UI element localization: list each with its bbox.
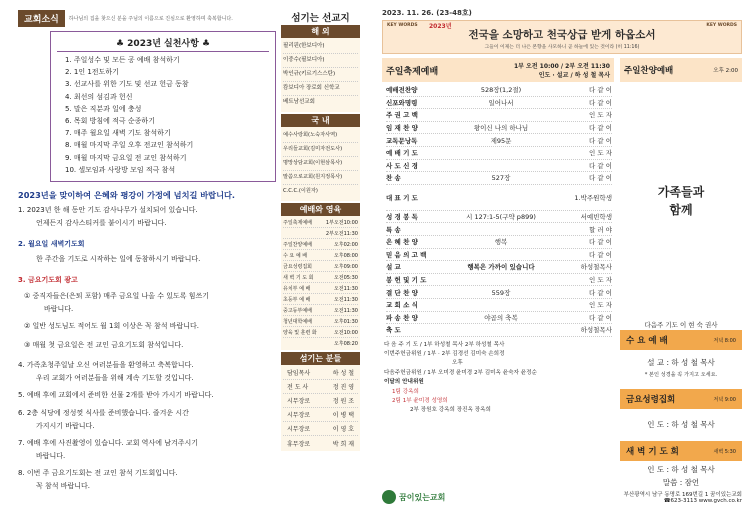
news-item: ② 일반 성도님도 적어도 월 1회 이상은 꼭 참석 바랍니다.: [24, 321, 199, 330]
schedule-time: 오전11:30: [333, 285, 358, 292]
news-item: 4. 가족초청주일날 오신 여러분들을 환영하고 축복합니다.: [18, 360, 194, 369]
order-row: [386, 236, 612, 249]
order-leader: 인 도 자: [589, 111, 612, 120]
order-part: 은 혜 찬 양: [386, 238, 418, 247]
overseas-label: 해 외: [281, 25, 360, 38]
mission-title: 섬기는 선교지: [291, 13, 350, 24]
order-row: [386, 261, 612, 274]
servers-list: [281, 365, 360, 451]
worship-schedule: [281, 216, 360, 350]
schedule-row: [283, 338, 358, 349]
bulletin-date: 2023. 11. 26. (23-48호): [382, 9, 472, 17]
schedule-row: [283, 283, 358, 294]
mission-item: 이중수(필보디아): [283, 54, 358, 68]
order-part: 설 교: [386, 263, 401, 272]
order-part: 결 단 찬 양: [386, 288, 418, 297]
server-name: 박 희 재: [332, 440, 354, 448]
order-content: 527장: [491, 174, 511, 183]
mission-item: 캄보디아 장로회 신학교: [283, 82, 358, 96]
news-sub: 언제든지 감사스티커를 붙이시기 바랍니다.: [36, 218, 167, 227]
order-leader: 하성철목사: [580, 263, 612, 272]
wed-leader: 설 교 : 하 성 철 목사: [647, 358, 715, 367]
order-part: 찬 송: [386, 174, 401, 183]
order-leader: 다 같 이: [589, 313, 612, 322]
order-part: 사 도 신 경: [386, 161, 418, 170]
mission-item: 박인규(키르기스스탄): [283, 68, 358, 82]
praise-label: 주일찬양예배: [624, 66, 674, 76]
schedule-name: 수 요 예 배: [283, 252, 308, 259]
main-service-leader: 인도 · 설교 / 하 성 철 목사: [538, 72, 610, 79]
server-role: 시무장로: [287, 398, 311, 405]
theme-text: 전국을 소망하고 천국상급 받게 하옵소서: [468, 29, 656, 41]
schedule-time: 오전11:30: [333, 307, 358, 314]
schedule-time: 오전05:30: [333, 274, 358, 281]
order-leader: 인 도 자: [589, 149, 612, 158]
note-line: 이번주헌금위원 / 1부 · 2부 김경선 김미숙 손희정: [384, 351, 505, 358]
order-row: [386, 249, 612, 262]
news-item: 3. 금요기도회 광고: [18, 275, 78, 284]
practice-item: 6. 목회 방침에 적극 순종하기: [65, 116, 155, 125]
schedule-name: 유치부 예 배: [283, 285, 311, 292]
schedule-name: 청년대학예배: [283, 318, 312, 325]
schedule-time: 오후01:30: [333, 318, 358, 325]
domestic-label: 국 내: [281, 114, 360, 127]
news-item: ① 중직자들은(은퇴 포함) 매주 금요일 나올 수 있도록 힘쓰기: [24, 291, 210, 300]
server-role: 시무장로: [287, 412, 311, 419]
schedule-time: 오후09:00: [333, 263, 358, 270]
schedule-name: 초등부 예 배: [283, 296, 311, 303]
order-row: [386, 134, 612, 147]
order-leader: 할 러 야: [589, 225, 612, 234]
practice-item: 8. 매월 마지막 주일 오후 전교인 참석하기: [65, 141, 194, 150]
schedule-time: 오전10:00: [333, 329, 358, 336]
schedule-name: 양육 및 훈련 화: [283, 329, 317, 336]
theme-year: 2023년: [429, 23, 452, 30]
order-leader: 다 같 이: [589, 250, 612, 259]
practice-item: 2. 1인 1전도하기: [65, 68, 119, 77]
server-role: 시무장로: [287, 426, 311, 433]
news-sub: 가지시기 바랍니다.: [36, 421, 95, 430]
mission-item: 필리핀(한보디아): [283, 40, 358, 54]
next-prayer: 다음주 기도 이 현 숙 권사: [644, 321, 718, 329]
schedule-name: 중고등부예배: [283, 307, 312, 314]
servers-label: 섬기는 분들: [281, 352, 360, 365]
order-part: 성 경 봉 독: [386, 213, 418, 222]
server-role: 전 도 사: [287, 384, 309, 391]
server-row: [283, 380, 358, 394]
fri-label: 금요성령집회: [626, 395, 676, 405]
order-part: 신포와명령: [386, 98, 418, 107]
order-part: 주 권 고 백: [386, 111, 418, 120]
schedule-row: [283, 217, 358, 228]
order-row: [386, 286, 612, 299]
order-row: [386, 274, 612, 287]
order-content: 시 127:1-5(구약 p899): [466, 213, 536, 222]
news-item: 2. 월요일 새벽기도회: [18, 239, 85, 248]
schedule-time: 오후08:00: [333, 252, 358, 259]
server-row: [283, 408, 358, 422]
order-row: [386, 312, 612, 325]
mission-item: 예수사랑회(노숙자사역): [283, 129, 358, 143]
schedule-row: [283, 272, 358, 283]
order-row: [386, 324, 612, 337]
wed-time: 저녁 8:00: [713, 337, 736, 344]
schedule-name: 금요성령집회: [283, 263, 312, 270]
note-line: 오후: [452, 360, 463, 367]
order-leader: 다 같 이: [589, 161, 612, 170]
family-block: [620, 82, 742, 320]
order-leader: 다 같 이: [589, 124, 612, 133]
order-row: [386, 223, 612, 236]
schedule-row: [283, 327, 358, 338]
news-item: ③ 매월 첫 금요일은 전 교인 금요기도회 참석입니다.: [24, 340, 184, 349]
schedule-row: [283, 261, 358, 272]
server-row: [283, 394, 358, 408]
server-role: 담임목사: [287, 370, 311, 377]
practice-item: 7. 매주 월요일 새벽 기도 참석하기: [65, 129, 171, 138]
note-line: 다 음 주 기 도 / 1부 하성철 목사 2부 하성철 목사: [384, 341, 505, 348]
church-address: 부산광역시 남구 동명로 169번길 1 꿈이있는교회: [623, 492, 742, 498]
order-leader: 인 도 자: [589, 301, 612, 310]
order-leader: 하성철목사: [580, 326, 612, 335]
news-item: 5. 예배 후에 교회에서 준비한 선물 2개를 받아 가시기 바랍니다.: [18, 390, 214, 399]
sermon-title: 행복은 가까이 있습니다: [467, 263, 535, 272]
order-content: 제95문: [490, 136, 512, 145]
news-section-label: 교회소식: [18, 10, 65, 27]
mission-item: 우리들교회(김미자전도사): [283, 143, 358, 157]
news-item: 1. 2023년 한 해 동안 기도 감사나무가 설치되어 있습니다.: [18, 205, 198, 214]
note-line: 2부 장원호 강옥희 장진옥 장옥희: [410, 407, 491, 414]
church-logo-icon: [382, 490, 396, 504]
news-sub: 한 주간을 기도로 시작하는 일에 동참하시기 바랍니다.: [36, 254, 201, 263]
keywords-left: KEY WORDS: [387, 23, 418, 28]
news-item: 6. 2층 식당에 정성껏 식사를 준비했습니다. 즐겨운 시간: [18, 408, 189, 417]
dawn-text: 말씀 : 잠언: [662, 478, 700, 487]
note-line: 다음주헌금위원 / 1부 오미경 윤미경 2부 김미옥 윤숙자 윤정순: [384, 369, 537, 376]
order-leader: 인 도 자: [589, 276, 612, 285]
side-panel: [620, 58, 742, 488]
footer: [382, 490, 742, 504]
schedule-row: [283, 228, 358, 239]
dawn-time: 새벽 5:30: [713, 448, 736, 455]
order-part: 봉 헌 및 기 도: [386, 276, 427, 285]
mission-item: 명망상담교회(이현삼목사): [283, 157, 358, 171]
worship-label: 예배와 영육: [281, 203, 360, 216]
schedule-row: [283, 250, 358, 261]
mission-item: 말씀으로교회(원지정목사): [283, 171, 358, 185]
order-row: [386, 97, 612, 110]
main-service-label: 주일축제예배: [386, 66, 439, 77]
wed-label: 수 요 예 배: [626, 336, 668, 346]
schedule-time: 1부오전10:00: [325, 219, 358, 226]
schedule-row: [283, 239, 358, 250]
right-page: [382, 8, 742, 504]
server-row: [283, 366, 358, 380]
order-leader: 다 같 이: [589, 238, 612, 247]
news-sub: 꼭 참석 바랍니다.: [36, 481, 91, 490]
news-sub: 바랍니다.: [36, 451, 66, 460]
news-list: [18, 205, 276, 494]
note-line: 1팀 강옥희: [392, 388, 419, 395]
practice-box: [50, 31, 276, 182]
theme-verse: 그들이 이제는 더 나은 본향을 사모하니 곧 하늘에 있는 것이라 (히 11:16): [484, 45, 640, 50]
schedule-row: [283, 316, 358, 327]
order-row: [386, 160, 612, 173]
order-part: 교독문낭독: [386, 136, 418, 145]
schedule-time: 오후08:20: [333, 341, 358, 347]
order-content: 559장: [491, 288, 511, 297]
practice-item: 10. 셀모임과 사랑방 모임 적극 참석: [65, 165, 176, 174]
news-sub: 우리 교회가 여러분들을 위해 계속 기도할 것입니다.: [36, 373, 194, 382]
news-item: 8. 이번 주 금요기도회는 전 교인 참석 기도회입니다.: [18, 468, 178, 477]
fri-time: 저녁 9:00: [713, 396, 736, 403]
dawn-leader: 인 도 : 하 성 철 목사: [647, 465, 715, 474]
schedule-time: 오전11:30: [333, 296, 358, 303]
server-name: 정 진 영: [332, 384, 354, 391]
order-leader: 다 같 이: [589, 288, 612, 297]
theme-banner: [382, 20, 742, 54]
practice-item: 4. 최선의 섬김과 헌신: [65, 92, 133, 101]
schedule-row: [283, 305, 358, 316]
order-of-worship: [382, 58, 614, 488]
welcome-text: 하나님의 집을 찾으신 분을 주님의 이름으로 진심으로 환영하며 축복합니다.: [68, 16, 233, 22]
wed-note: * 본인 성경을 꼭 가지고 오세요.: [644, 372, 718, 378]
headline: 2023년을 맞이하여 은혜와 평강이 가정에 넘치길 바랍니다.: [18, 189, 236, 200]
schedule-time: 2부오전11:30: [325, 230, 358, 237]
server-row: [283, 422, 358, 436]
schedule-time: 오후02:00: [333, 241, 358, 248]
order-part: 교 회 소 식: [386, 301, 418, 310]
practice-item: 9. 매월 마지막 금요일 전 교인 참석하기: [65, 153, 187, 162]
server-name: 하 성 철: [332, 370, 354, 377]
order-part: 임 재 찬 양: [386, 124, 418, 133]
mission-item: 베트남선교회: [283, 99, 315, 105]
church-name: 꿈이있는교회: [399, 492, 446, 502]
order-leader: 다 같 이: [589, 174, 612, 183]
order-leader: 다 같 이: [589, 136, 612, 145]
order-row: [386, 211, 612, 224]
practice-title: 2023년 실천사항: [127, 39, 199, 49]
mission-item: C.C.C.(이원자): [283, 188, 318, 194]
server-name: 이 병 택: [332, 412, 354, 419]
order-content: 528장(1,2절): [480, 86, 522, 95]
order-leader: 다 같 이: [589, 98, 612, 107]
order-content: 왕이신 나의 하나님: [473, 124, 529, 133]
middle-column: [281, 10, 360, 451]
note-line: 이달의 안내위원: [384, 379, 424, 386]
news-item: 7. 예배 후에 사진촬영이 있습니다. 교회 역사에 남겨주시기: [18, 438, 199, 447]
club-icon: ♣: [115, 39, 128, 49]
fri-leader: 인 도 : 하 성 철 목사: [647, 420, 715, 429]
order-row: [386, 185, 612, 211]
main-service-time: 1부 오전 10:00 / 2부 오전 11:30: [513, 63, 610, 70]
order-row: [386, 147, 612, 160]
practice-item: 3. 선교사를 위한 기도 및 선교 헌금 동참: [65, 80, 189, 89]
weekly-notes: [382, 340, 614, 415]
order-leader: 1.박주원학생: [574, 193, 612, 202]
order-part: 믿 음 의 고 백: [386, 250, 427, 259]
schedule-name: 주일찬양예배: [283, 241, 312, 248]
server-role: 휴무장로: [287, 440, 311, 448]
order-content: 행복: [494, 238, 508, 247]
news-sub: 바랍니다.: [44, 304, 74, 313]
dawn-label: 새 벽 기 도 회: [626, 447, 679, 457]
schedule-row: [283, 294, 358, 305]
server-name: 정 원 조: [332, 398, 354, 405]
order-row: [386, 84, 612, 97]
order-part: 예 배 기 도: [386, 149, 418, 158]
family-title: 가족들과 함께: [657, 185, 705, 217]
keywords-right: KEY WORDS: [706, 23, 737, 28]
practice-item: 1. 주일성수 및 모든 공 예배 참석하기: [65, 56, 180, 64]
server-name: 이 영 호: [332, 426, 354, 433]
order-row: [386, 172, 612, 185]
order-content: 야곱의 축복: [484, 313, 518, 322]
order-part: 대 표 기 도: [386, 193, 418, 202]
order-part: 예배전찬양: [386, 86, 418, 95]
order-part: 특 송: [386, 225, 401, 234]
church-contact: ☎623-3113 www.gvch.co.kr: [663, 498, 742, 504]
practice-item: 5. 말은 직분과 일에 충성: [65, 104, 142, 113]
order-leader: 서예빈학생: [580, 213, 612, 222]
order-leader: 다 같 이: [589, 86, 612, 95]
order-part: 파 송 찬 양: [386, 313, 418, 322]
left-column: [18, 10, 276, 494]
server-row: [283, 436, 358, 450]
schedule-name: 주일축제예배: [283, 219, 312, 226]
schedule-name: 새 벽 기 도 회: [283, 274, 314, 281]
order-row: [386, 109, 612, 122]
order-content: 일어나서: [488, 98, 514, 107]
praise-time: 오후 2:00: [713, 68, 738, 74]
note-line: 2팀 1부 윤미경 성영희: [392, 398, 448, 405]
club-icon: ♣: [198, 39, 211, 49]
order-row: [386, 122, 612, 135]
order-row: [386, 299, 612, 312]
order-part: 축 도: [386, 326, 401, 335]
